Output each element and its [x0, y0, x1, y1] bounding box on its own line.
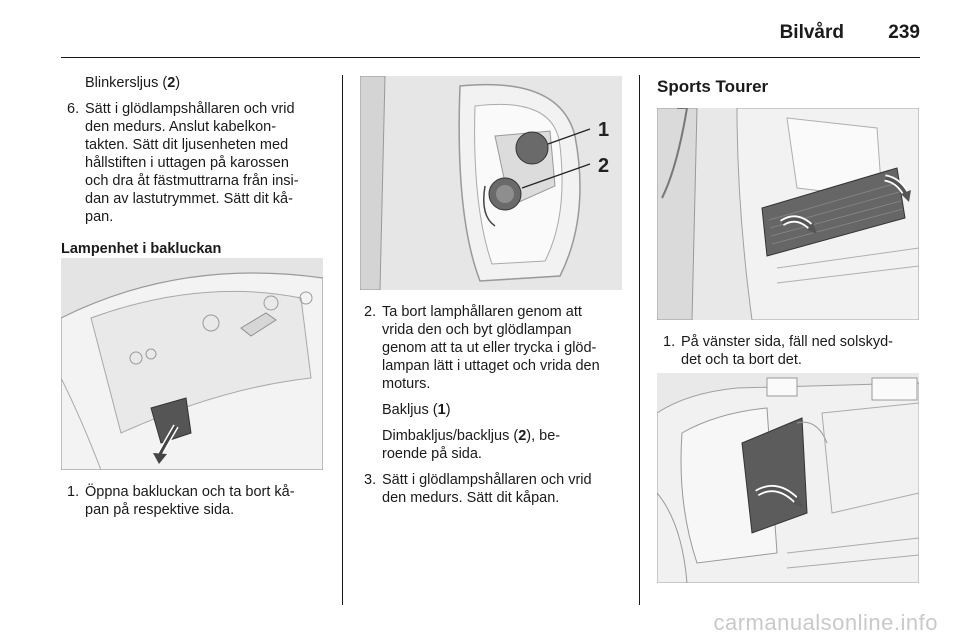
sunshade-illustration [657, 108, 919, 320]
watermark-text: carmanualsonline.info [713, 610, 938, 635]
page-number: 239 [888, 22, 920, 43]
section-heading-sports-tourer: Sports Tourer [657, 77, 769, 96]
column-divider-2 [639, 75, 640, 605]
column-3 [657, 333, 927, 369]
header-rule [61, 57, 920, 58]
step-1-sports-tourer: 1. På vänster sida, fäll ned solskyd- det och ta bort det. [663, 334, 893, 368]
column-1 [61, 74, 329, 258]
callout-label-2: 2 [598, 155, 610, 177]
dimbakljus-note: Dimbakljus/backljus (2), be- roende på sida. [382, 428, 561, 462]
side-panel-illustration [657, 373, 919, 583]
tailgate-illustration [61, 258, 323, 470]
tailgate-drawing [61, 258, 323, 470]
page-header [0, 0, 960, 60]
step-6: 6. Sätt i glödlampshållaren och vrid den medurs. Anslut kabelkon- takten. Sätt dit ljusenheten med hållstiften i uttagen på karossen och dra åt fästmuttrarna från insi- dan av lastutrymmet. Sätt dit kå- pan. [67, 101, 299, 225]
continued-line: Blinkersljus (2) [85, 75, 181, 91]
column-2 [358, 303, 628, 507]
bakljus-note: Bakljus (1) [382, 402, 451, 418]
page-section-title: Bilvård [779, 22, 844, 43]
column-divider-1 [342, 75, 343, 605]
column-3-heading [657, 78, 927, 96]
callout-label-1: 1 [598, 119, 610, 141]
sunshade-drawing [657, 108, 919, 320]
step-1-tailgate: 1. Öppna bakluckan och ta bort kå- pan på respektive sida. [67, 484, 295, 518]
side-panel-drawing [657, 373, 919, 583]
step-3: 3. Sätt i glödlampshållaren och vrid den medurs. Sätt dit kåpan. [364, 472, 592, 506]
lamp-holder-illustration [360, 76, 622, 290]
column-1-lower [61, 483, 329, 519]
step-2: 2. Ta bort lamphållaren genom att vrida den och byt glödlampan genom att ta ut eller trycka i glöd- lampan lätt i uttaget och vrida den moturs. [364, 304, 600, 392]
section-heading-tailgate: Lampenhet i bakluckan [61, 241, 222, 257]
lamp-holder-drawing [360, 76, 622, 290]
